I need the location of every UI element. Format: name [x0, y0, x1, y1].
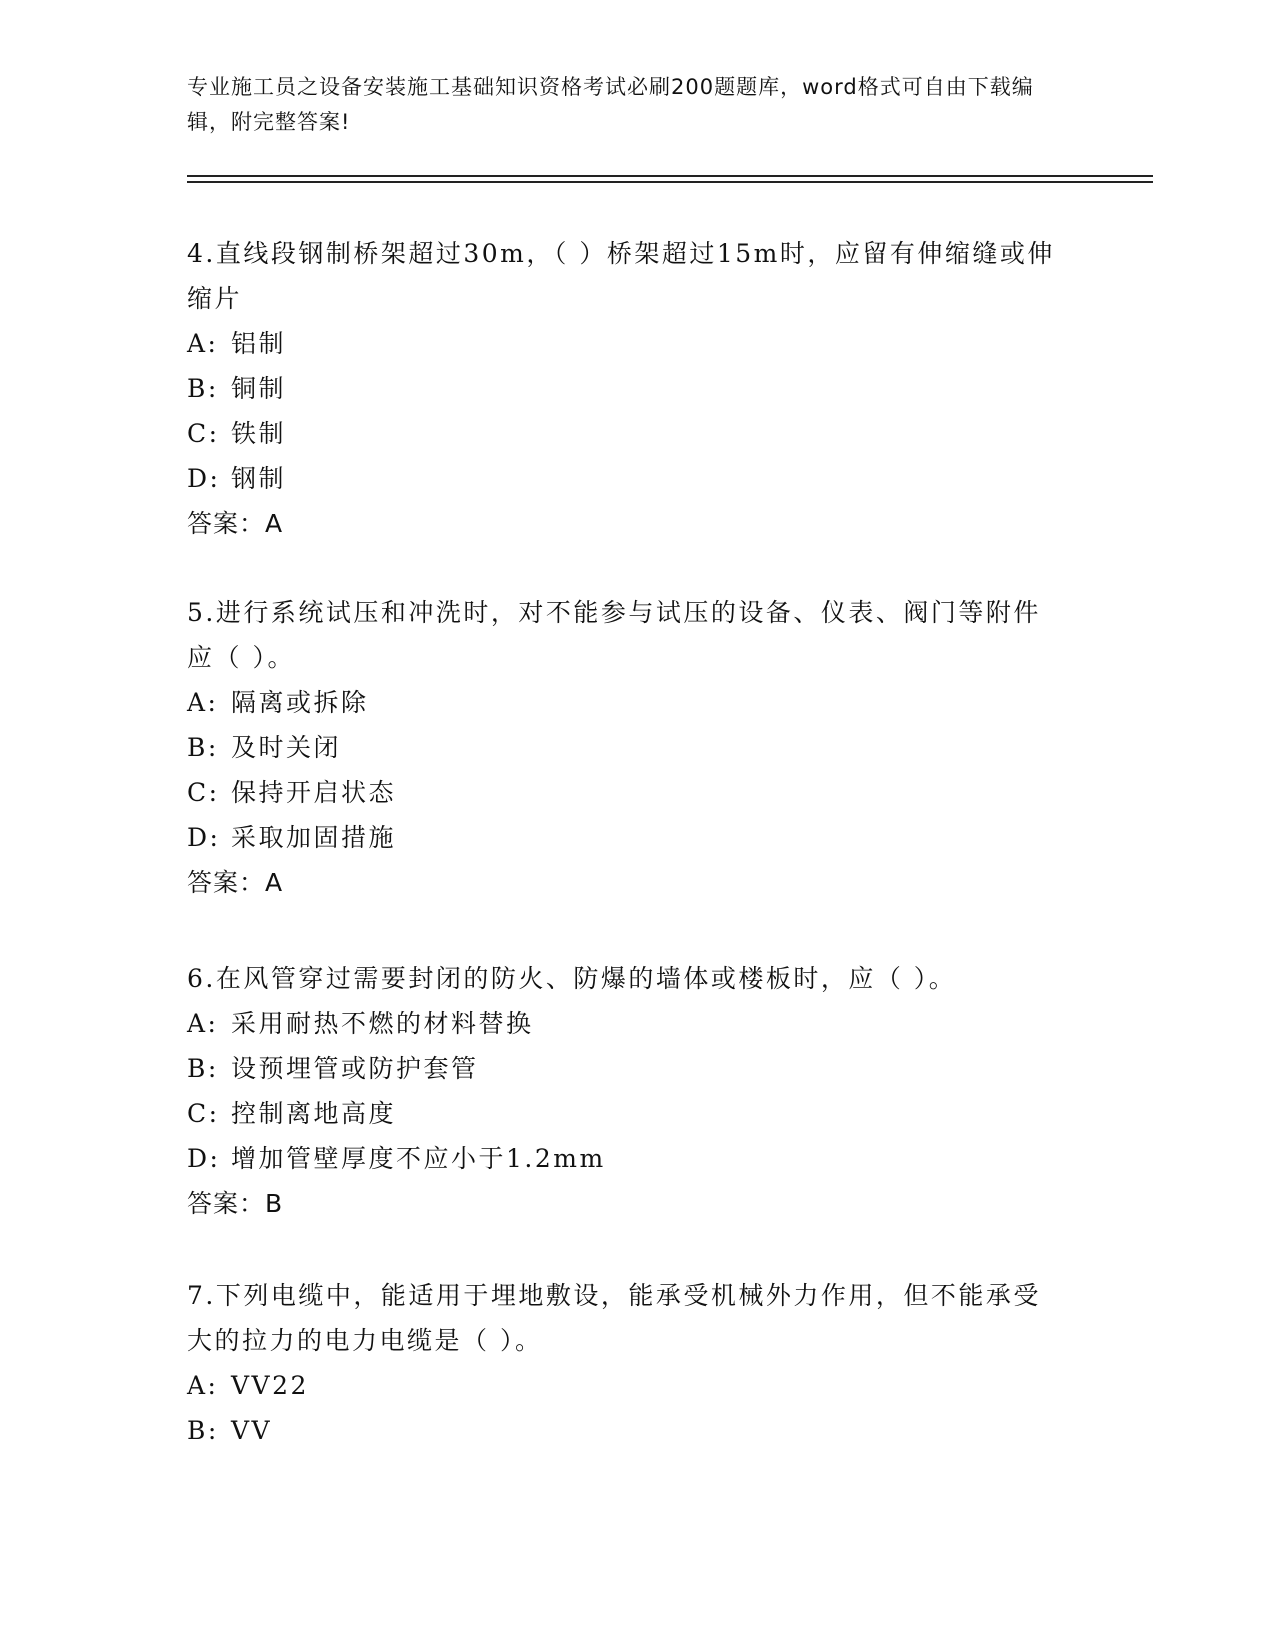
option-b	[187, 1408, 1067, 1453]
option-text: VV	[231, 1416, 273, 1445]
option-letter: D:	[187, 464, 221, 493]
option-text: 保持开启状态	[231, 778, 397, 807]
option-text: 采取加固措施	[231, 823, 397, 852]
option-a	[187, 321, 1067, 366]
document-header: 专业施工员之设备安装施工基础知识资格考试必刷200题题库，word格式可自由下载编辑，附完整答案!	[187, 75, 1034, 134]
option-letter: C:	[187, 778, 220, 807]
header-divider-top	[187, 175, 1153, 177]
question-text: 7.下列电缆中，能适用于埋地敷设，能承受机械外力作用，但不能承受大的拉力的电力电缆是（ ）。	[187, 1281, 1041, 1355]
option-letter: C:	[187, 1099, 220, 1128]
option-letter: A:	[187, 688, 219, 717]
option-c	[187, 770, 1067, 815]
option-text: 铜制	[231, 374, 287, 403]
option-letter: C:	[187, 419, 220, 448]
option-letter: A:	[187, 1371, 219, 1400]
answer: 答案：A	[187, 509, 284, 538]
answer: 答案：A	[187, 868, 284, 897]
question-5	[187, 590, 1067, 905]
option-b	[187, 366, 1067, 411]
option-text: 设预埋管或防护套管	[231, 1054, 479, 1083]
option-text: 钢制	[231, 464, 287, 493]
option-b	[187, 725, 1067, 770]
option-d	[187, 456, 1067, 501]
question-7	[187, 1273, 1067, 1453]
option-text: 铁制	[231, 419, 287, 448]
option-letter: B:	[187, 1054, 219, 1083]
question-text: 4.直线段钢制桥架超过30m，（ ）桥架超过15m时，应留有伸缩缝或伸缩片	[187, 239, 1055, 313]
option-text: 采用耐热不燃的材料替换	[231, 1009, 534, 1038]
option-c	[187, 411, 1067, 456]
option-a	[187, 1001, 1067, 1046]
option-d	[187, 815, 1067, 860]
question-text: 6.在风管穿过需要封闭的防火、防爆的墙体或楼板时，应（ ）。	[187, 964, 957, 993]
option-text: 增加管壁厚度不应小于1.2mm	[231, 1144, 606, 1173]
option-a	[187, 680, 1067, 725]
option-a	[187, 1363, 1067, 1408]
option-letter: D:	[187, 1144, 221, 1173]
question-text: 5.进行系统试压和冲洗时，对不能参与试压的设备、仪表、阀门等附件应（ ）。	[187, 598, 1041, 672]
option-c	[187, 1091, 1067, 1136]
option-letter: B:	[187, 1416, 219, 1445]
header-divider-bottom	[187, 181, 1153, 183]
question-4	[187, 231, 1067, 546]
option-letter: A:	[187, 1009, 219, 1038]
answer: 答案：B	[187, 1189, 284, 1218]
option-letter: D:	[187, 823, 221, 852]
option-text: 及时关闭	[231, 733, 342, 762]
option-letter: A:	[187, 329, 219, 358]
option-letter: B:	[187, 733, 219, 762]
option-text: VV22	[231, 1371, 309, 1400]
option-letter: B:	[187, 374, 219, 403]
option-text: 隔离或拆除	[231, 688, 369, 717]
option-text: 控制离地高度	[231, 1099, 397, 1128]
option-d	[187, 1136, 1067, 1181]
option-text: 铝制	[231, 329, 287, 358]
question-6	[187, 956, 1067, 1226]
option-b	[187, 1046, 1067, 1091]
